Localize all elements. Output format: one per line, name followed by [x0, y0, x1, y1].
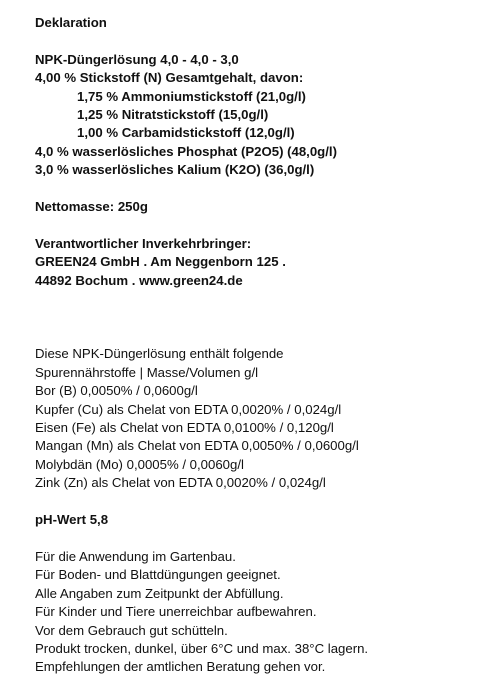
potassium-line: 3,0 % wasserlösliches Kalium (K2O) (36,0g/l): [35, 162, 315, 178]
trace-intro-1: Diese NPK-Düngerlösung enthält folgende: [35, 346, 284, 362]
net-mass: Nettomasse: 250g: [35, 199, 148, 215]
spacer: [35, 327, 485, 345]
instruction-line: Für die Anwendung im Gartenbau.: [35, 548, 236, 564]
responsible-label: Verantwortlicher Inverkehrbringer:: [35, 235, 252, 251]
trace-item-copper: Kupfer (Cu) als Chelat von EDTA 0,0020% / 0,024g/l: [35, 401, 342, 417]
instruction-line: Für Boden- und Blattdüngungen geeignet.: [35, 567, 281, 583]
trace-item-boron: Bor (B) 0,0050% / 0,0600g/l: [35, 383, 198, 399]
instruction-line: Für Kinder und Tiere unerreichbar aufbewahren.: [35, 604, 317, 620]
declaration-heading: Deklaration: [35, 15, 107, 30]
spacer: [35, 216, 485, 234]
nitrogen-ammonium: 1,75 % Ammoniumstickstoff (21,0g/l): [77, 88, 306, 104]
spacer: [35, 529, 485, 547]
spacer: [35, 32, 485, 50]
trace-item-iron: Eisen (Fe) als Chelat von EDTA 0,0100% / 0,120g/l: [35, 420, 334, 436]
trace-item-zinc: Zink (Zn) als Chelat von EDTA 0,0020% / 0,024g/l: [35, 475, 326, 491]
trace-item-manganese: Mangan (Mn) als Chelat von EDTA 0,0050% / 0,0600g/l: [35, 438, 359, 454]
instruction-line: Empfehlungen der amtlichen Beratung gehen vor.: [35, 659, 326, 675]
nitrogen-nitrate: 1,25 % Nitratstickstoff (15,0g/l): [77, 107, 269, 123]
instruction-line: Vor dem Gebrauch gut schütteln.: [35, 622, 228, 638]
trace-intro-2: Spurennährstoffe | Masse/Volumen g/l: [35, 364, 259, 380]
spacer: [35, 180, 485, 198]
trace-item-molybdenum: Molybdän (Mo) 0,0005% / 0,0060g/l: [35, 456, 244, 472]
phosphate-line: 4,0 % wasserlösliches Phosphat (P2O5) (48,0g/l): [35, 143, 337, 159]
instruction-line: Alle Angaben zum Zeitpunkt der Abfüllung.: [35, 585, 284, 601]
spacer: [35, 290, 485, 327]
spacer: [35, 493, 485, 511]
instruction-line: Produkt trocken, dunkel, über 6°C und max. 38°C lagern.: [35, 640, 369, 656]
nitrogen-carbamide: 1,00 % Carbamidstickstoff (12,0g/l): [77, 125, 295, 141]
declaration-document: [35, 14, 485, 677]
nitrogen-total: 4,00 % Stickstoff (N) Gesamtgehalt, davon:: [35, 70, 304, 86]
city-line: 44892 Bochum . www.green24.de: [35, 272, 243, 288]
ph-value: pH-Wert 5,8: [35, 512, 109, 528]
company-line: GREEN24 GmbH . Am Neggenborn 125 .: [35, 254, 286, 270]
npk-title: NPK-Düngerlösung 4,0 - 4,0 - 3,0: [35, 51, 239, 67]
